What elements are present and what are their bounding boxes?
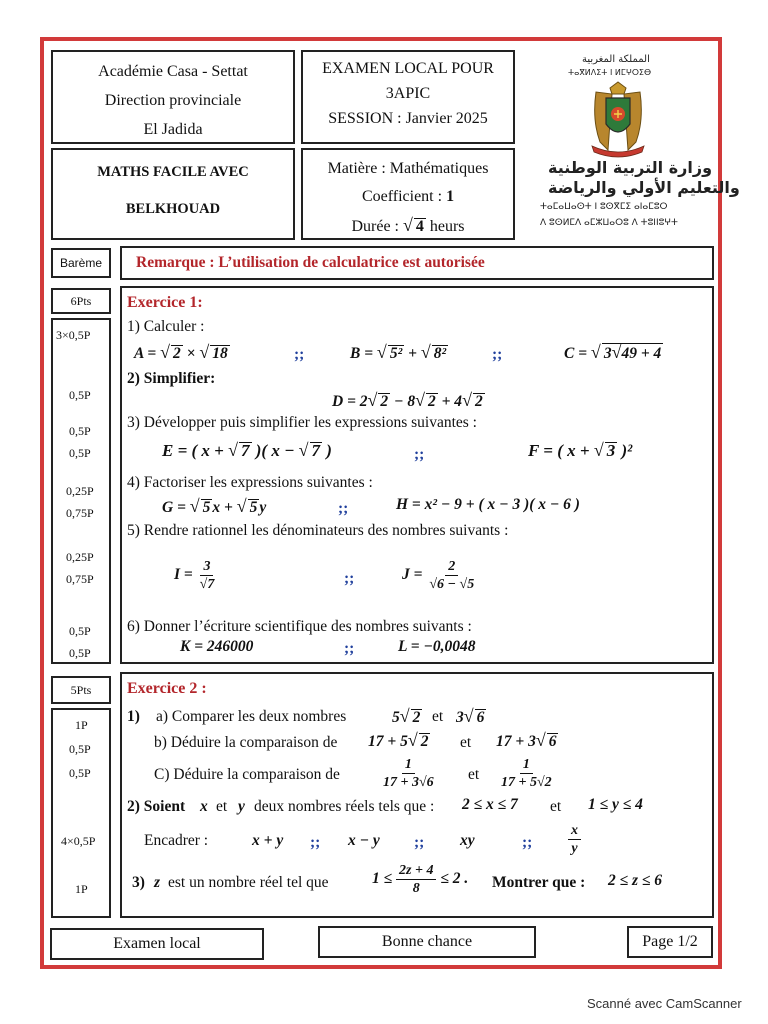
point: 0,25P [66,550,94,564]
exercise2-box [120,672,714,918]
expr-D: D = 2√ 2 − 8√ 2 + 4√ 2 [332,390,483,410]
q1-label: 1) Calculer : [127,318,205,335]
point: 0,75P [66,572,94,586]
duree-unit: heurs [429,218,465,235]
expr-H: H = x² − 9 + ( x − 3 )( x − 6 ) [396,496,580,513]
point: 0,5P [69,646,91,660]
expr-17-3sqrt6: 17 + 3√ 6 [496,730,557,750]
point: 0,5P [69,624,91,638]
q2-label: 2) Simplifier: [127,370,216,387]
expr-I: I = $\frac{3}{√7}$ [174,559,215,592]
q3-label: 3) Développer puis simplifier les expressions suivantes : [127,414,477,431]
duree-label: Durée : [351,218,403,235]
sqrt-symbol: √ [402,215,413,235]
q6-label: 6) Donner l’écriture scientifique des nombres suivants : [127,618,472,635]
footer-bonne-chance: Bonne chance [318,926,536,958]
ex2-points-header: 5Pts [51,676,111,704]
coefficient-label: Coefficient : [361,188,447,205]
q3-label: 3) [132,874,145,891]
ex1-points-column [51,318,111,664]
expr-C: C = √ 3√49 + 4 [564,342,662,362]
footer-page-number: Page 1/2 [627,926,713,958]
expr-L: L = −0,0048 [398,638,476,655]
point: 0,5P [69,388,91,402]
point: 0,5P [69,446,91,460]
exam-line: 3APIC [385,85,431,102]
et-label: et [550,798,562,815]
expr-A: A = √ 2 × √ 18 [134,342,228,362]
q1a-label: a) Comparer les deux nombres [156,708,347,725]
expr-x-plus-y: x + y [252,832,284,849]
author-line: BELKHOUAD [125,201,221,217]
ineq-z-frac: 1 ≤ $\frac{2z + 4}{8}$ ≤ 2 . [372,863,469,896]
expr-E: E = ( x + √ 7 )( x − √ 7 ) [162,440,332,460]
expr-J: J = $\frac{2}{√6 - √5}$ [402,559,475,592]
separator: ;; [414,834,425,851]
separator: ;; [492,346,503,363]
separator: ;; [344,570,355,587]
separator: ;; [338,500,349,517]
ineq-x: 2 ≤ x ≤ 7 [462,796,518,813]
var-y: y [238,798,245,815]
ministry-tfng-2: ⴷ ⵓⵙⵍⵎⴷ ⴰⵎⵣⵡⴰⵔⵓ ⴷ ⵜⵓⵏⵏⵓⵖⵜ [540,218,678,228]
point: 0,5P [69,424,91,438]
expr-G: G = √ 5 x + √ 5 y [162,496,267,516]
encadrer-label: Encadrer : [144,832,209,849]
frac-2: $\frac{1}{17 + 5√2}$ [501,757,552,790]
coefficient-value: 1 [446,188,455,205]
frac-1: $\frac{1}{17 + 3√6}$ [383,757,434,790]
author-box [51,148,295,240]
kingdom-tfng: ⵜⴰⴳⵍⴷⵉⵜ ⵏ ⵍⵎⵖⵔⵉⴱ [568,68,652,77]
separator: ;; [522,834,533,851]
academy-box [51,50,295,144]
separator: ;; [344,640,355,657]
var-x: x [200,798,208,815]
montrer-label: Montrer que : [492,874,586,891]
ex2-points-column [51,708,111,918]
remarque-box: Remarque : L’utilisation de calculatrice est autorisée [120,246,714,280]
expr-K: K = 246000 [180,638,254,655]
q2-label: 2) Soient [127,798,186,815]
expr-x-minus-y: x − y [348,832,380,849]
point: 0,75P [66,506,94,520]
separator: ;; [414,446,425,463]
expr-x-over-y: $\frac{x}{y}$ [568,822,581,857]
coefficient-line [303,183,513,211]
expr-3sqrt6: 3√ 6 [456,706,485,726]
author-line: MATHS FACILE AVEC [97,164,249,180]
point: 3×0,5P [56,328,91,342]
exercise1-title: Exercice 1: [127,294,203,311]
exam-line: EXAMEN LOCAL POUR [322,60,494,77]
q5-label: 5) Rendre rationnel les dénominateurs des nombres suivants : [127,522,509,539]
academy-line: Académie Casa - Settat [98,63,248,80]
camscanner-watermark: Scanné avec CamScanner [587,996,742,1011]
exam-box [301,50,515,144]
ex1-points-header: 6Pts [51,288,111,314]
ministry-ar-2: والتعليم الأولي والرياضة [548,178,740,197]
q4-label: 4) Factoriser les expressions suivantes : [127,474,373,491]
expr-B: B = √ 5² + √ 8² [350,342,447,362]
footer-examen-local: Examen local [50,928,264,960]
var-z: z [154,874,161,891]
et-label: et [468,766,480,783]
point: 0,25P [66,484,94,498]
ministry-tfng-1: ⵜⴰⵎⴰⵡⴰⵙⵜ ⵏ ⵓⵙⴳⵎⵉ ⴰⵏⴰⵎⵓⵔ [540,202,668,212]
expr-5sqrt2: 5√ 2 [392,706,421,726]
q1c-label: C) Déduire la comparaison de [154,766,340,783]
coat-of-arms-icon [578,80,658,158]
point: 1P [75,718,88,732]
point: 1P [75,882,88,896]
exercise1-box [120,286,714,664]
academy-line: El Jadida [143,121,203,138]
ineq-y: 1 ≤ y ≤ 4 [588,796,643,813]
expr-F: F = ( x + √ 3 )² [528,440,633,460]
expr-17-5sqrt2: 17 + 5√ 2 [368,730,429,750]
exercise2-title: Exercice 2 : [127,680,207,697]
duree-radicand: 4 [415,218,424,235]
duree-line [303,211,513,241]
et-label: et [460,734,472,751]
separator: ;; [310,834,321,851]
point: 4×0,5P [61,834,96,848]
q1b-label: b) Déduire la comparaison de [154,734,338,751]
separator: ;; [294,346,305,363]
point: 0,5P [69,766,91,780]
bareme-box: Barème [51,248,111,278]
ineq-z: 2 ≤ z ≤ 6 [608,872,663,889]
point: 0,5P [69,742,91,756]
ministry-logo [520,50,740,240]
subject-box [301,148,515,240]
et-label: et [216,798,228,815]
exam-line: SESSION : Janvier 2025 [328,110,488,127]
academy-line: Direction provinciale [104,92,242,109]
kingdom-ar: المملكة المغربية [582,54,650,65]
ministry-ar-1: وزارة التربية الوطنية [548,158,713,177]
et-label: et [432,708,444,725]
subject-label: Matière : Mathématiques [327,160,489,177]
q2-mid-label: deux nombres réels tels que : [254,798,435,815]
q3-mid-label: est un nombre réel tel que [168,874,329,891]
expr-xy: xy [460,832,475,849]
q1-number: 1) [127,708,140,725]
